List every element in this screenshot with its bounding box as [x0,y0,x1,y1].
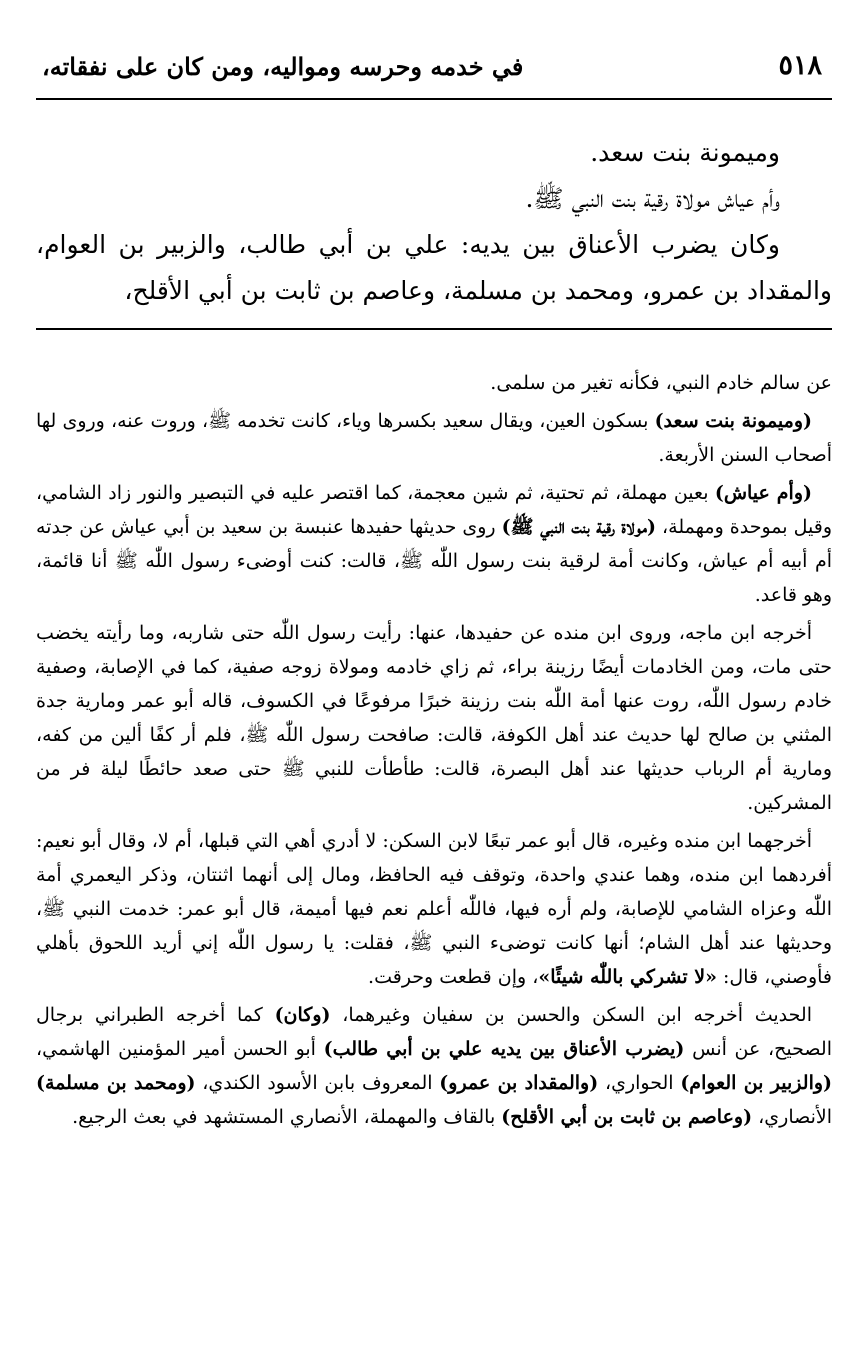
running-title: في خدمه وحرسه ومواليه، ومن كان على نفقاته، [42,52,524,81]
commentary-text: بالقاف والمهملة، الأنصاري المستشهد في بعث الرجيع. [72,1106,502,1128]
quoted-main-text: (وعاصم بن ثابت بن أبي الأقلح) [501,1106,753,1128]
commentary-text: ، وإن قطعت وحرقت. [368,966,539,988]
commentary-divider [36,328,832,330]
commentary-text: عن سالم خادم النبي، فكأنه تغير من سلمى. [490,372,832,394]
main-text-line: وأم عياش مولاة رقية بنت النبي ﷺ. [525,184,780,213]
commentary-paragraph [36,824,832,994]
main-text-line: وكان يضرب الأعناق بين يديه: علي بن أبي طالب، والزبير بن العوام، والمقداد بن عمرو، ومحمد بن مسلمة، وعاصم بن ثابت بن أبي الأقلح، [36,230,832,305]
commentary-text: الحواري، [598,1072,681,1094]
commentary [36,366,832,1138]
page-header [36,50,832,96]
commentary-paragraph [36,404,832,472]
commentary-text: أبو الحسن أمير المؤمنين الهاشمي، [36,1038,324,1060]
commentary-text: روى حديثها حفيدها عنبسة بن سعيد بن أبي عياش عن جدته أم أبيه أم عياش، وكانت أمة لرقية بنت رسول اللّٰه ﷺ، قالت: كنت أوضىء رسول اللّٰه ﷺ أنا قائمة، وهو قاعد. [36,516,832,606]
quoted-main-text: (والمقداد بن عمرو) [439,1072,599,1094]
commentary-text: الأنصاري، [752,1106,832,1128]
commentary-text: أخرجه ابن ماجه، وروى ابن منده عن حفيدها، عنها: رأيت رسول اللّٰه حتى شاربه، وما رأيته يخضب حتى مات، ومن الخادمات أيضًا رزينة براء، ثم زاي خادمه ومولاة زوجه صفية، كما في الإصابة، وصفية خادم رسول اللّٰه، روت عنها أمة اللّٰه بنت رزينة خبرًا مرفوعًا في الكسوف، قاله أبو عمر ومارية جدة المثني بن صالح لها حديث عند أهل الكوفة، قالت: صافحت رسول اللّٰه ﷺ، فلم أر كفًا ألين من كفه، ومارية أم الرباب حديثها عند أهل البصرة، قالت: طأطأت للنبي ﷺ حتى صعد حائطًا ليلة فر من المشركين. [36,622,832,814]
commentary-text: بعين مهملة، ثم تحتية، ثم شين معجمة، كما اقتصر عليه في التبصير والنور زاد الشامي، وقيل بموحدة ومهملة، [36,482,833,538]
quoted-main-text: (مولاة رقية بنت النبي ﷺ) [501,516,656,538]
quoted-main-text: (وكان) [274,1004,331,1026]
quoted-main-text: «لا تشركي باللّٰه شيئًا» [538,966,717,988]
commentary-text: أخرجهما ابن منده وغيره، قال أبو عمر تبعًا لابن السكن: لا أدري أهي التي قبلها، أم لا، وقال أبو نعيم: أفردهما ابن منده، وهما عندي واحدة، وتوقف فيه الحافظ، ومال إلى أنهما اثنتان، وذكر اليعمري أمة اللّٰه وعزاه الشامي للإصابة، ولم أره فيها، فاللّٰه أعلم نعم فيها أميمة، قال أبو عمر: خدمت النبي ﷺ، وحديثها عند أهل الشام؛ أنها كانت توضىء النبي ﷺ، فقلت: يا رسول اللّٰه إني أريد اللحوق بأهلي فأوصني، قال: [36,830,832,988]
quoted-main-text: (يضرب الأعناق بين يديه علي بن أبي طالب) [323,1038,685,1060]
commentary-paragraph [36,476,832,612]
main-text-line: وميمونة بنت سعد. [590,138,780,167]
commentary-text: الحديث أخرجه ابن السكن والحسن بن سفيان وغيرهما، [330,1004,812,1026]
commentary-paragraph [36,366,832,400]
quoted-main-text: (ومحمد بن مسلمة) [36,1072,196,1094]
main-text [36,130,832,314]
page-number: ٥١٨ [778,50,822,81]
commentary-paragraph [36,616,832,820]
quoted-main-text: (وميمونة بنت سعد) [654,410,813,432]
quoted-main-text: (والزبير بن العوام) [680,1072,833,1094]
commentary-text: كما أخرجه الطبراني برجال الصحيح، عن أنس [36,1004,832,1060]
quoted-main-text: (وأم عياش) [714,482,812,504]
commentary-text: بسكون العين، ويقال سعيد بكسرها وياء، كانت تخدمه ﷺ، وروت عنه، وروى لها أصحاب السنن الأربعة. [36,410,832,466]
commentary-text: المعروف بابن الأسود الكندي، [195,1072,440,1094]
header-divider [36,98,832,100]
commentary-paragraph [36,998,832,1134]
